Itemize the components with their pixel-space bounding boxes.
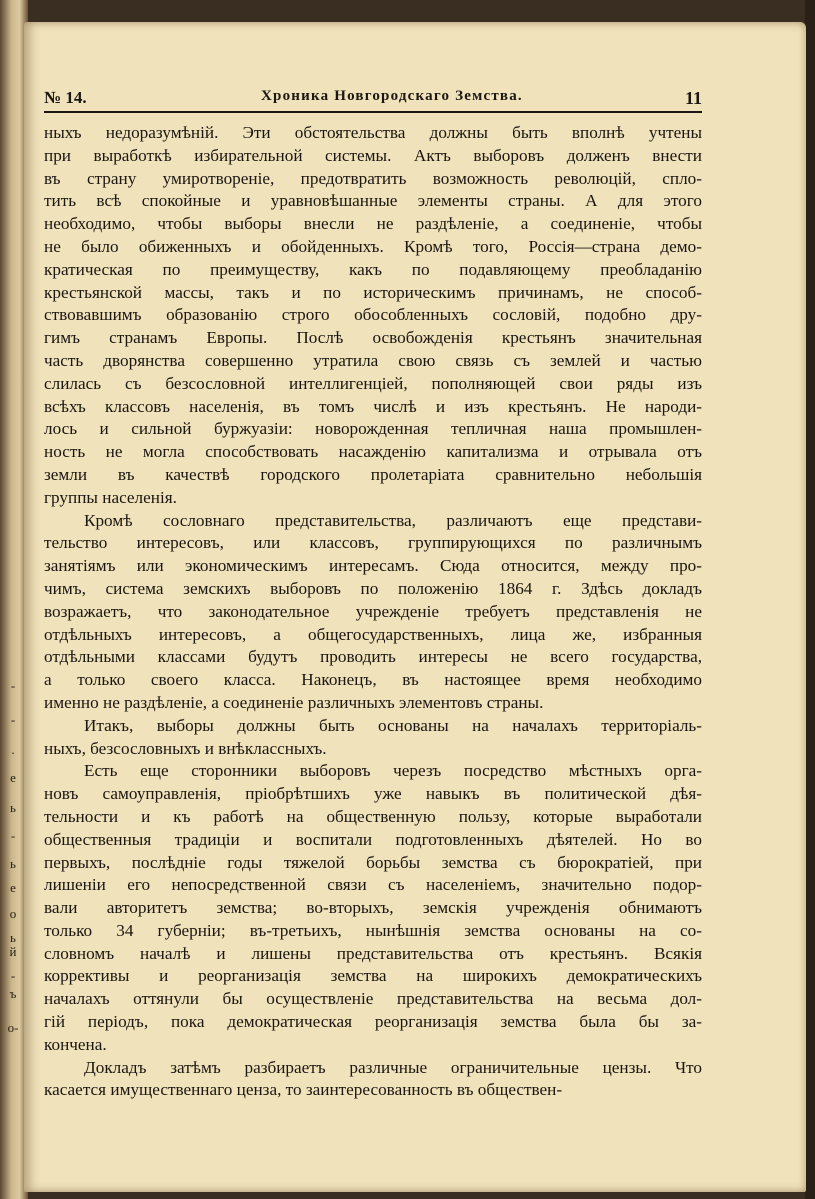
text-line: не было обиженныхъ и обойденныхъ. Кромѣ того, Россія—страна демо- — [44, 236, 702, 256]
text-line: ствовавшимъ образованію строго обособленныхъ сословій, подобно дру- — [44, 305, 702, 325]
text-line: отдѣльными классами будутъ проводить интересы не всего государства, — [44, 647, 702, 667]
text-line: именно не раздѣленіе, а соединеніе различныхъ элементовъ страны. — [44, 692, 544, 712]
text-line: ность не могла способствовать насажденію капитализма и отрывала отъ — [44, 442, 702, 462]
text-line: необходимо, чтобы выборы внесли не раздѣленіе, а соединеніе, чтобы — [44, 214, 702, 234]
running-header — [44, 82, 702, 110]
adjacent-page-fragment: о- — [7, 1020, 19, 1035]
text-line: при выработкѣ избирательной системы. Актъ выборовъ долженъ внести — [44, 145, 702, 165]
text-line: Докладъ затѣмъ разбираетъ различные ограничительные цензы. Что — [84, 1057, 702, 1077]
text-line: чимъ, система земскихъ выборовъ по положенію 1864 г. Здѣсь докладъ — [44, 578, 702, 598]
adjacent-page-fragment: й — [9, 944, 17, 959]
text-line: всѣхъ классовъ населенія, въ томъ числѣ и изъ крестьянъ. Не народи- — [44, 396, 702, 416]
adjacent-page-fragment: е — [10, 770, 16, 785]
adjacent-page-fragment: . — [11, 742, 15, 757]
text-line: часть дворянства совершенно утратила свою связь съ землей и частью — [44, 350, 702, 370]
right-background-edge — [805, 0, 815, 1199]
text-line: тельство интересовъ, или классовъ, группирующихся по различнымъ — [44, 533, 702, 553]
text-line: занятіямъ или экономическимъ интересамъ. Сюда относится, между про- — [44, 556, 702, 576]
text-line: гимъ странамъ Европы. Послѣ освобожденія крестьянъ значительная — [44, 328, 702, 348]
adjacent-page-fragment: - — [10, 828, 16, 843]
paragraph — [44, 122, 702, 510]
text-line: ныхъ недоразумѣній. Эти обстоятельства должны быть вполнѣ учтены — [44, 123, 702, 142]
text-line: отдѣльныхъ интересовъ, а общегосударственныхъ, лица же, избранныя — [44, 624, 702, 644]
adjacent-page-fragment: - — [10, 712, 16, 727]
text-line: кончена. — [44, 1034, 107, 1054]
adjacent-page-fragment: - — [10, 968, 16, 983]
page-number: 11 — [684, 88, 702, 108]
adjacent-page-fragment: е — [10, 880, 16, 895]
text-line: крестьянской массы, такъ и по историческимъ причинамъ, не способ- — [44, 282, 702, 302]
text-line: словномъ началѣ и лишены представительства отъ крестьянъ. Всякія — [44, 943, 702, 963]
text-line: возражаетъ, что законодательное учрежденіе требуетъ представленія не — [44, 601, 702, 621]
paragraph — [44, 510, 702, 715]
text-line: въ страну умиротвореніе, предотвратить возможность революцій, спло- — [44, 168, 702, 188]
article-body — [44, 122, 702, 1102]
text-line: вали авторитетъ земства; во-вторыхъ, земскія учрежденія обнимаютъ — [44, 898, 702, 918]
header-rule — [44, 111, 702, 113]
text-line: ныхъ, безсословныхъ и внѣклассныхъ. — [44, 738, 327, 758]
journal-title: Хроника Новгородскаго Земства. — [261, 88, 523, 104]
text-line: а только своего класса. Наконецъ, въ настоящее время необходимо — [44, 670, 702, 690]
paragraph — [44, 1057, 702, 1103]
text-line: только 34 губерніи; въ-третьихъ, нынѣшнія земства основаны на со- — [44, 920, 702, 940]
text-line: первыхъ, послѣдніе годы тяжелой борьбы земства съ бюрократіей, при — [44, 852, 702, 872]
text-line: лишеніи его непосредственной связи съ населеніемъ, значительно подор- — [44, 875, 702, 895]
text-line: кратическая по преимуществу, какъ по подавляющему преобладанію — [44, 259, 702, 279]
text-line: общественныя традиціи и воспитали подготовленныхъ дѣятелей. Но во — [44, 829, 702, 849]
text-line: началахъ оттянули бы осуществленіе представительства на весьма дол- — [44, 989, 702, 1009]
text-line: Итакъ, выборы должны быть основаны на началахъ территоріаль- — [84, 715, 702, 735]
adjacent-page-fragment: ь — [10, 930, 16, 945]
text-line: тить всѣ спокойные и уравновѣшанные элементы страны. А для этого — [44, 191, 702, 211]
adjacent-page-fragment: ь — [10, 856, 16, 871]
text-line: коррективы и реорганизація земства на широкихъ демократическихъ — [44, 966, 702, 986]
adjacent-page-fragment: ь — [10, 800, 16, 815]
text-line: лось и сильной буржуазіи: новорожденная тепличная наша промышлен- — [44, 419, 702, 439]
text-line: земли въ качествѣ городского пролетаріата сравнительно небольшія — [44, 464, 702, 484]
paragraph — [44, 715, 702, 761]
adjacent-page-fragment: ъ — [9, 986, 17, 1001]
adjacent-page-fragment: - — [10, 678, 16, 693]
text-line: Кромѣ сословнаго представительства, различаютъ еще представи- — [84, 510, 702, 530]
text-line: гій періодъ, пока демократическая реорганизація земства была бы за- — [44, 1012, 702, 1032]
text-line: слилась съ безсословной интеллигенціей, пополняющей свои ряды изъ — [44, 373, 702, 393]
paragraph — [44, 760, 702, 1056]
text-line: группы населенія. — [44, 487, 177, 507]
issue-number: № 14. — [44, 88, 87, 107]
text-line: новъ самоуправленія, пріобрѣтшихъ уже навыкъ въ политической дѣя- — [44, 784, 702, 804]
text-line: тельности и къ работѣ на общественную пользу, которые выработали — [44, 806, 702, 826]
adjacent-page-fragment: о — [9, 906, 17, 921]
text-line: Есть еще сторонники выборовъ черезъ посредство мѣстныхъ орга- — [84, 761, 702, 781]
text-line: касается имущественнаго ценза, то заинтересованность въ обществен- — [44, 1080, 563, 1100]
